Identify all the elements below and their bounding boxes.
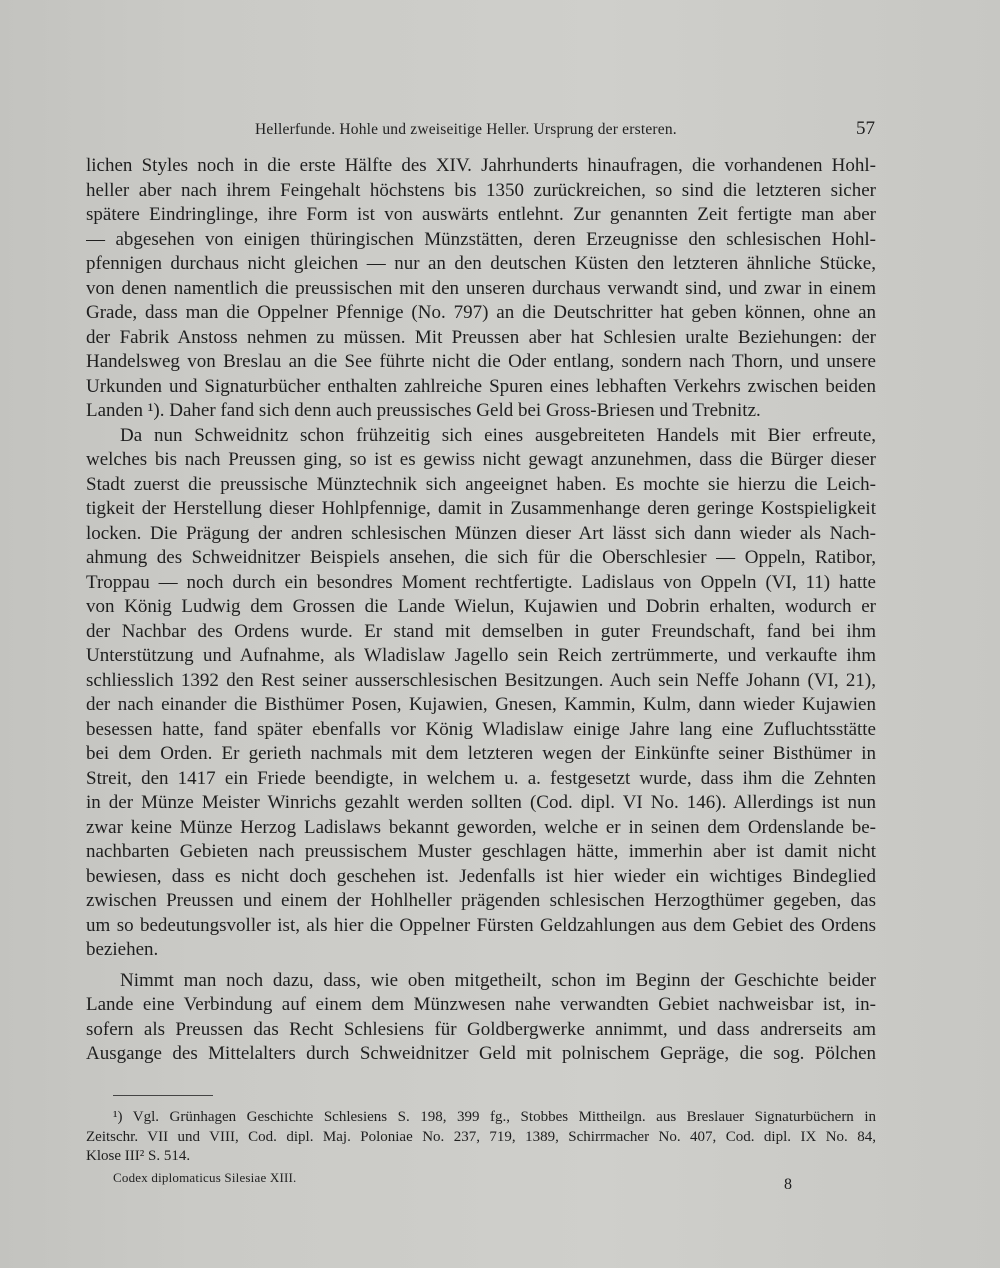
text-line: von König Ludwig dem Grossen die Lande Wielun, Kujawien und Dobrin erhalten, wodurch er (86, 596, 876, 617)
text-line: der Fabrik Anstoss nehmen zu müssen. Mit Preussen aber hat Schlesien uralte Beziehungen: der (86, 326, 876, 348)
text-line: beziehen. (86, 939, 159, 960)
text-line: spätere Eindringlinge, ihre Form ist von auswärts entlehnt. Zur genannten Zeit fertigte man aber (86, 204, 876, 225)
text-line: zwar keine Münze Herzog Ladislaws bekannt geworden, welche er in seinen dem Ordenslande be- (86, 816, 876, 838)
text-line: um so bedeutungsvoller ist, als hier die Oppelner Fürsten Geldzahlungen aus dem Gebiet des Ordens (86, 914, 876, 936)
running-head (85, 118, 875, 145)
text-line: besessen hatte, fand später ebenfalls vor König Wladislaw einige Jahre lang eine Zufluchtsstätte (86, 718, 876, 740)
text-line: tigkeit der Herstellung dieser Hohlpfennige, damit in Zusammenhange deren geringe Kostspieligkeit (86, 498, 876, 519)
page-number: 57 (856, 118, 875, 139)
footnote-line: ¹) Vgl. Grünhagen Geschichte Schlesiens S. 198, 399 fg., Stobbes Mittheilgn. aus Breslauer Signaturbüchern in (113, 1109, 876, 1125)
text-line: — abgesehen von einigen thüringischen Münzstätten, deren Erzeugnisse den schlesischen Hohl- (86, 228, 876, 250)
text-line: nachbarten Gebieten nach preussischem Muster geschlagen hätte, immerhin aber ist damit nicht (86, 841, 876, 862)
sheet-number: 8 (784, 1176, 792, 1193)
text-line: schliesslich 1392 den Rest seiner ausserschlesischen Besitzungen. Auch sein Neffe Johann (VI, 21), (86, 669, 876, 691)
text-line: pfennigen durchaus nicht gleichen — nur an den deutschen Küsten den letzteren ähnliche Stücke, (86, 253, 876, 274)
footnote-line: Klose III² S. 514. (86, 1148, 191, 1164)
text-line: Nimmt man noch dazu, dass, wie oben mitgetheilt, schon im Beginn der Geschichte beider (120, 969, 876, 991)
text-line: sofern als Preussen das Recht Schlesiens für Goldbergwerke annimmt, und dass andrerseits am (86, 1018, 876, 1040)
text-line: Handelsweg von Breslau an die See führte nicht die Oder entlang, sondern nach Thorn, und unsere (86, 351, 876, 372)
text-line: locken. Die Prägung der andren schlesischen Münzen dieser Art lässt sich dann wieder als Nach- (86, 522, 876, 544)
text-line: Grade, dass man die Oppelner Pfennige (No. 797) an die Deutschritter hat geben können, ohne an (86, 302, 876, 323)
text-line: Ausgange des Mittelalters durch Schweidnitzer Geld mit polnischem Gepräge, die sog. Pölchen (86, 1043, 876, 1064)
text-line: Lande eine Verbindung auf einem dem Münzwesen nahe verwandten Gebiet nachweisbar ist, in- (86, 994, 876, 1015)
footnote (86, 1108, 876, 1167)
footnote-rule (113, 1095, 213, 1096)
signature-line: Codex diplomaticus Silesiae XIII. (113, 1170, 297, 1185)
text-line: der Nachbar des Ordens wurde. Er stand mit demselben in guter Freundschaft, fand bei ihm (86, 620, 876, 642)
text-line: in der Münze Meister Winrichs gezahlt werden sollten (Cod. dipl. VI No. 146). Allerdings ist nun (86, 792, 876, 813)
running-head-title: Hellerfunde. Hohle und zweiseitige Heller. Ursprung der ersteren. (255, 121, 677, 138)
text-line: lichen Styles noch in die erste Hälfte des XIV. Jahrhunderts hinaufragen, die vorhandenen Hohl- (86, 155, 876, 176)
text-line: welches bis nach Preussen ging, so ist es gewiss nicht gewagt anzunehmen, dass die Bürger dieser (86, 449, 876, 470)
text-line: Stadt zuerst die preussische Münztechnik sich angeeignet haben. Es mochte sie hierzu die Leich- (86, 473, 876, 495)
footnote-line: Zeitschr. VII und VIII, Cod. dipl. Maj. Poloniae No. 237, 719, 1389, Schirrmacher No. 407, Cod. dipl. IX No. 84, (86, 1128, 876, 1145)
body-text (86, 154, 876, 1067)
text-line: zwischen Preussen und einem der Hohlheller prägenden schlesischen Herzogthümer gegeben, das (86, 890, 876, 911)
text-line: der nach einander die Bisthümer Posen, Kujawien, Gnesen, Kammin, Kulm, dann wieder Kujawien (86, 694, 876, 715)
text-line: Urkunden und Signaturbücher enthalten zahlreiche Spuren eines lebhaften Verkehrs zwischen beiden (86, 375, 876, 397)
text-line: Unterstützung und Aufnahme, als Wladislaw Jagello sein Reich zertrümmerte, und verkaufte ihm (86, 645, 876, 666)
text-line: Da nun Schweidnitz schon frühzeitig sich eines ausgebreiteten Handels mit Bier erfreute, (120, 424, 876, 446)
text-line: von denen namentlich die preussischen mit den unseren durchaus verwandt sind, und zwar in einem (86, 277, 876, 299)
text-line: heller aber nach ihrem Feingehalt höchstens bis 1350 zurückreichen, so sind die letzteren sicher (86, 179, 876, 201)
text-line: Streit, den 1417 ein Friede beendigte, in welchem u. a. festgesetzt wurde, dass ihm die Zehnten (86, 767, 876, 789)
text-line: ahmung des Schweidnitzer Beispiels ansehen, die sich für die Oberschlesier — Oppeln, Ratibor, (86, 547, 876, 568)
text-line: Troppau — noch durch ein besondres Moment rechtfertigte. Ladislaus von Oppeln (VI, 11) hatte (86, 571, 876, 593)
text-line: bei dem Orden. Er gerieth nachmals mit dem letzteren wegen der Einkünfte seiner Bisthümer in (86, 743, 876, 764)
text-line: Landen ¹). Daher fand sich denn auch preussisches Geld bei Gross-Briesen und Trebnitz. (86, 400, 761, 421)
text-line: bewiesen, dass es nicht doch geschehen ist. Jedenfalls ist hier wieder ein wichtiges Bindeglied (86, 865, 876, 887)
